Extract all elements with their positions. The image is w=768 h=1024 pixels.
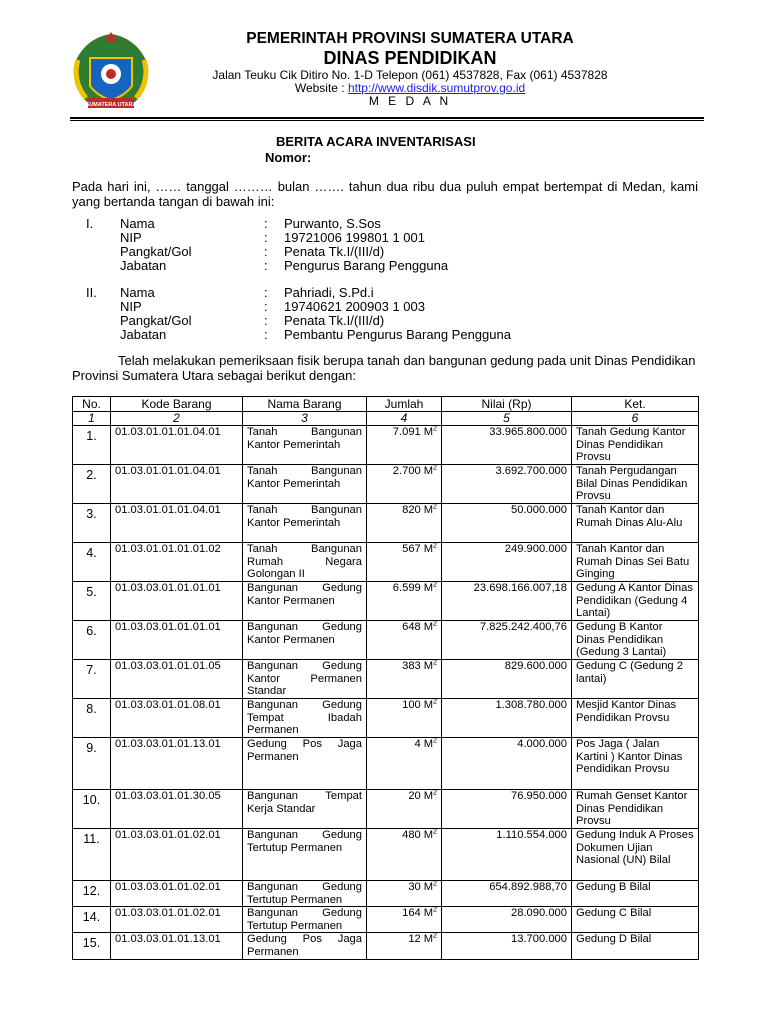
jumlah-unit: M [423,504,434,516]
row-jumlah [367,907,442,933]
label-pangkat: Pangkat/Gol [120,244,192,259]
row-jumlah [367,660,442,699]
row-nama: Bangunan Tempat Kerja Standar [243,790,367,829]
row-number: 11. [73,829,111,881]
column-index: 6 [572,412,699,426]
colon: : [264,285,268,300]
row-ket: Gedung C Bilal [572,907,699,933]
header-city: M E D A N [368,94,452,108]
row-kode: 01.03.03.01.01.08.01 [111,699,243,738]
inventory-table [72,396,699,960]
person-1-jabatan: Pengurus Barang Pengguna [284,258,449,273]
row-number: 4. [73,543,111,582]
row-kode: 01.03.03.01.01.01.01 [111,582,243,621]
jumlah-unit: M [423,790,434,802]
row-jumlah [367,738,442,790]
row-number: 5. [73,582,111,621]
colon: : [264,216,268,231]
row-ket: Tanah Kantor dan Rumah Dinas Alu-Alu [572,504,699,543]
row-ket: Pos Jaga ( Jalan Kartini ) Kantor Dinas Pendidikan Provsu [572,738,699,790]
jumlah-unit: M [423,543,434,555]
row-ket: Gedung A Kantor Dinas Pendidikan (Gedung 4 Lantai) [572,582,699,621]
header-government: PEMERINTAH PROVINSI SUMATERA UTARA [246,30,574,47]
jumlah-unit-exponent: 2 [433,789,437,797]
column-index: 5 [442,412,572,426]
row-kode: 01.03.03.01.01.01.05 [111,660,243,699]
jumlah-unit-exponent: 2 [433,737,437,745]
jumlah-unit-exponent: 2 [433,698,437,706]
jumlah-value: 12 [408,933,421,945]
row-ket: Gedung C (Gedung 2 lantai) [572,660,699,699]
row-nama: Gedung Pos Jaga Permanen [243,933,367,960]
row-kode: 01.03.01.01.01.01.02 [111,543,243,582]
column-header: No. [73,397,111,412]
table-row [73,933,699,960]
table-body [73,426,699,960]
person-2-jabatan: Pembantu Pengurus Barang Pengguna [284,327,511,342]
row-ket: Rumah Genset Kantor Dinas Pendidikan Provsu [572,790,699,829]
document-title: BERITA ACARA INVENTARISASI [276,134,476,149]
jumlah-unit: M [423,933,434,945]
table-header-row [73,397,699,412]
colon: : [264,258,268,273]
row-nama: Bangunan Gedung Tempat Ibadah Permanen [243,699,367,738]
person-2-nip: 19740621 200903 1 003 [284,299,425,314]
row-nilai: 1.308.780.000 [442,699,572,738]
jumlah-unit-exponent: 2 [433,932,437,940]
row-nilai: 33.965.800.000 [442,426,572,465]
row-nilai: 654.892.988,70 [442,881,572,907]
table-row [73,660,699,699]
website-label: Website : [294,81,348,95]
table-row [73,738,699,790]
row-ket: Gedung B Kantor Dinas Pendidikan (Gedung 3 Lantai) [572,621,699,660]
row-number: 8. [73,699,111,738]
table-row [73,699,699,738]
row-kode: 01.03.03.01.01.02.01 [111,829,243,881]
row-number: 15. [73,933,111,960]
row-kode: 01.03.01.01.01.04.01 [111,465,243,504]
table-row [73,907,699,933]
row-ket: Gedung Induk A Proses Dokumen Ujian Nasional (UN) Bilal [572,829,699,881]
column-header: Jumlah [367,397,442,412]
row-nilai: 3.692.700.000 [442,465,572,504]
row-kode: 01.03.03.01.01.02.01 [111,907,243,933]
jumlah-value: 6.599 [392,582,421,594]
header-divider-thick [70,117,704,119]
column-index: 2 [111,412,243,426]
jumlah-value: 30 [408,881,421,893]
column-header: Ket. [572,397,699,412]
label-nip: NIP [120,299,142,314]
table-row [73,465,699,504]
column-index: 3 [243,412,367,426]
row-kode: 01.03.01.01.01.04.01 [111,426,243,465]
column-header: Nama Barang [243,397,367,412]
jumlah-unit: M [423,738,434,750]
row-number: 9. [73,738,111,790]
colon: : [264,230,268,245]
person-2-number: II. [86,285,97,300]
jumlah-value: 7.091 [392,426,421,438]
header-website [160,81,660,95]
jumlah-unit: M [423,881,434,893]
jumlah-unit: M [423,829,434,841]
row-nilai: 13.700.000 [442,933,572,960]
row-nilai: 23.698.166.007,18 [442,582,572,621]
jumlah-unit-exponent: 2 [433,620,437,628]
row-kode: 01.03.03.01.01.01.01 [111,621,243,660]
label-nama: Nama [120,216,155,231]
row-nama: Gedung Pos Jaga Permanen [243,738,367,790]
row-jumlah [367,504,442,543]
table-index-row [73,412,699,426]
row-jumlah [367,621,442,660]
label-nip: NIP [120,230,142,245]
row-jumlah [367,829,442,881]
jumlah-value: 383 [402,660,421,672]
jumlah-unit: M [423,426,434,438]
person-1-number: I. [86,216,94,231]
row-nama: Bangunan Gedung Tertutup Permanen [243,881,367,907]
row-nilai: 1.110.554.000 [442,829,572,881]
row-kode: 01.03.03.01.01.30.05 [111,790,243,829]
column-header: Nilai (Rp) [442,397,572,412]
person-1-pangkat: Penata Tk.I/(III/d) [284,244,385,259]
jumlah-value: 100 [402,699,421,711]
column-header: Kode Barang [111,397,243,412]
website-link[interactable]: http://www.disdik.sumutprov.go.id [347,81,526,95]
colon: : [264,299,268,314]
row-number: 10. [73,790,111,829]
jumlah-unit-exponent: 2 [433,581,437,589]
row-nilai: 829.600.000 [442,660,572,699]
jumlah-unit-exponent: 2 [433,542,437,550]
jumlah-unit-exponent: 2 [433,425,437,433]
row-number: 12. [73,881,111,907]
row-nilai: 249.900.000 [442,543,572,582]
table-row [73,829,699,881]
jumlah-value: 648 [402,621,421,633]
row-number: 3. [73,504,111,543]
row-nama: Bangunan Gedung Tertutup Permanen [243,907,367,933]
row-nama: Tanah Bangunan Rumah Negara Golongan II [243,543,367,582]
row-number: 14. [73,907,111,933]
person-1-nip: 19721006 199801 1 001 [284,230,425,245]
header-address: Jalan Teuku Cik Ditiro No. 1-D Telepon (061) 4537828, Fax (061) 4537828 [212,68,608,82]
row-jumlah [367,881,442,907]
row-nama: Tanah Bangunan Kantor Pemerintah [243,426,367,465]
row-kode: 01.03.01.01.01.04.01 [111,504,243,543]
row-nama: Bangunan Gedung Kantor Permanen Standar [243,660,367,699]
jumlah-value: 820 [402,504,421,516]
colon: : [264,313,268,328]
jumlah-unit: M [423,582,434,594]
row-nama: Bangunan Gedung Kantor Permanen [243,621,367,660]
row-number: 2. [73,465,111,504]
table-row [73,582,699,621]
jumlah-value: 480 [402,829,421,841]
jumlah-unit: M [423,660,434,672]
row-number: 1. [73,426,111,465]
row-kode: 01.03.03.01.01.13.01 [111,933,243,960]
row-nilai: 4.000.000 [442,738,572,790]
label-jabatan: Jabatan [120,258,167,273]
row-kode: 01.03.03.01.01.02.01 [111,881,243,907]
row-ket: Tanah Kantor dan Rumah Dinas Sei Batu Ginging [572,543,699,582]
colon: : [264,244,268,259]
column-index: 1 [73,412,111,426]
svg-text:SUMATERA UTARA: SUMATERA UTARA [85,102,137,108]
jumlah-value: 567 [402,543,421,555]
body-paragraph: Telah melakukan pemeriksaan fisik berupa tanah dan bangunan gedung pada unit Dinas Pendidikan Provinsi Sumatera Utara sebagai berikut dengan: [72,353,696,383]
jumlah-unit: M [423,907,434,919]
table-row [73,426,699,465]
table-row [73,621,699,660]
row-ket: Tanah Pergudangan Bilal Dinas Pendidikan Provsu [572,465,699,504]
jumlah-value: 2.700 [392,465,421,477]
label-jabatan: Jabatan [120,327,167,342]
jumlah-unit-exponent: 2 [433,464,437,472]
row-number: 6. [73,621,111,660]
document-number: Nomor: [265,150,312,165]
header-divider-thin [70,120,704,121]
jumlah-value: 20 [408,790,421,802]
row-jumlah [367,465,442,504]
table-row [73,881,699,907]
table-row [73,504,699,543]
row-jumlah [367,790,442,829]
government-logo [66,28,156,114]
row-ket: Gedung B Bilal [572,881,699,907]
row-jumlah [367,582,442,621]
row-nilai: 50.000.000 [442,504,572,543]
colon: : [264,327,268,342]
jumlah-value: 4 [414,738,421,750]
row-nama: Tanah Bangunan Kantor Pemerintah [243,504,367,543]
person-2-nama: Pahriadi, S.Pd.i [284,285,374,300]
person-2-pangkat: Penata Tk.I/(III/d) [284,313,385,328]
row-jumlah [367,426,442,465]
row-nama: Bangunan Gedung Kantor Permanen [243,582,367,621]
row-nama: Bangunan Gedung Tertutup Permanen [243,829,367,881]
row-ket: Tanah Gedung Kantor Dinas Pendidikan Provsu [572,426,699,465]
jumlah-unit: M [423,621,434,633]
intro-paragraph: Pada hari ini, …… tanggal ……… bulan ……. tahun dua ribu dua puluh empat bertempat di Medan, kami yang bertanda tangan di bawah ini: [72,179,698,209]
label-nama: Nama [120,285,155,300]
label-pangkat: Pangkat/Gol [120,313,192,328]
row-ket: Mesjid Kantor Dinas Pendidikan Provsu [572,699,699,738]
person-1-nama: Purwanto, S.Sos [284,216,381,231]
row-jumlah [367,543,442,582]
row-nama: Tanah Bangunan Kantor Pemerintah [243,465,367,504]
jumlah-unit-exponent: 2 [433,659,437,667]
column-index: 4 [367,412,442,426]
row-kode: 01.03.03.01.01.13.01 [111,738,243,790]
jumlah-unit-exponent: 2 [433,503,437,511]
table-row [73,790,699,829]
jumlah-value: 164 [402,907,421,919]
row-nilai: 76.950.000 [442,790,572,829]
row-nilai: 28.090.000 [442,907,572,933]
row-jumlah [367,933,442,960]
jumlah-unit: M [423,699,434,711]
header-agency: DINAS PENDIDIKAN [323,48,497,68]
row-jumlah [367,699,442,738]
row-number: 7. [73,660,111,699]
jumlah-unit: M [423,465,434,477]
table-row [73,543,699,582]
jumlah-unit-exponent: 2 [433,828,437,836]
row-ket: Gedung D Bilal [572,933,699,960]
row-nilai: 7.825.242.400,76 [442,621,572,660]
jumlah-unit-exponent: 2 [433,906,437,914]
jumlah-unit-exponent: 2 [433,880,437,888]
